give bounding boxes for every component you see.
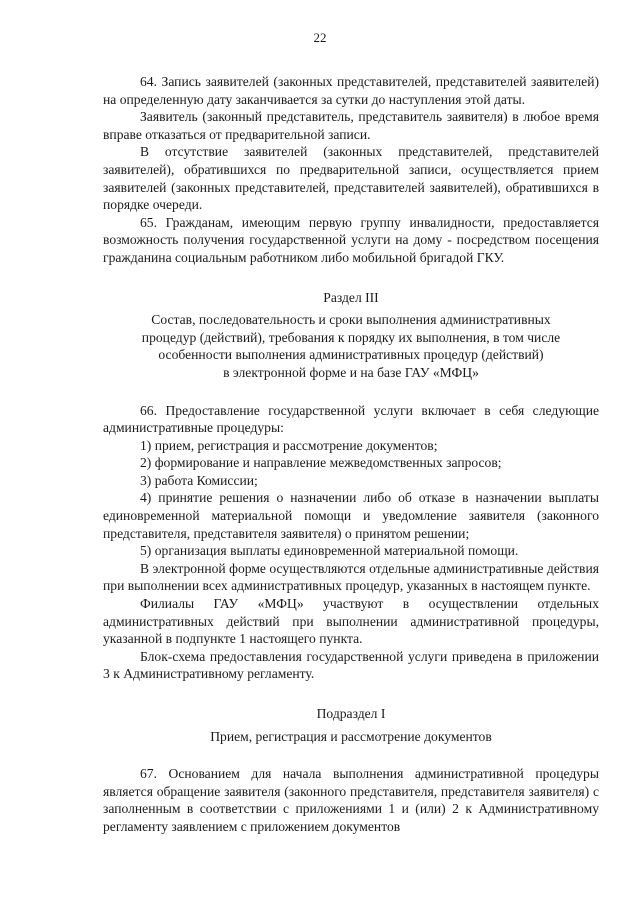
paragraph-electronic-form: В электронной форме осуществляются отдельные административные действия при выполнении всех административных процедур, указанных в настоящем пункте. <box>103 560 599 594</box>
section-title-line: процедур (действий), требования к порядку их выполнения, в том числе <box>141 329 561 345</box>
paragraph-64-refusal: Заявитель (законный представитель, представитель заявителя) в любое время вправе отказаться от предварительной записи. <box>103 109 599 142</box>
paragraph-flowchart: Блок-схема предоставления государственной услуги приведена в приложении 3 к Административному регламенту. <box>103 648 599 682</box>
subsection-label: Подраздел I <box>316 706 386 721</box>
procedure-item: 1) прием, регистрация и рассмотрение документов; <box>140 437 438 453</box>
paragraph-65: 65. Гражданам, имеющим первую группу инвалидности, предоставляется возможность получения государственной услуги на дому - посредством посещения гражданина социальным работником либо мобильной бригадой ГКУ. <box>103 214 599 265</box>
procedure-item: 5) организация выплаты единовременной материальной помощи. <box>140 543 519 559</box>
section-title-line: Состав, последовательность и сроки выполнения административных <box>151 312 551 328</box>
section-title-line: в электронной форме и на базе ГАУ «МФЦ» <box>223 364 479 380</box>
section-title-line: особенности выполнения административных процедур (действий) <box>158 347 544 363</box>
paragraph-66: 66. Предоставление государственной услуги включает в себя следующие административные процедуры: <box>103 402 599 436</box>
paragraph-mfc-branches: Филиалы ГАУ «МФЦ» участвуют в осуществлении отдельных административных действий при выполнении административной процедуры, указанной в подпункте 1 настоящего пункта. <box>103 596 599 647</box>
subsection-title: Прием, регистрация и рассмотрение документов <box>210 728 492 744</box>
page-number: 22 <box>313 30 327 45</box>
procedure-item: 4) принятие решения о назначении либо об отказе в назначении выплаты единовременной материальной помощи и уведомление заявителя (законного представителя, представителя заявителя) о принятом решении; <box>103 490 599 541</box>
paragraph-67: 67. Основанием для начала выполнения административной процедуры является обращение заявителя (законного представителя, представителя заявителя) с заполненным в соответствии с приложениями 1 и (или) 2 к Административному регламенту заявлением с приложением документов <box>103 766 599 834</box>
paragraph-64: 64. Запись заявителей (законных представителей, представителей заявителей) на определенную дату заканчивается за сутки до наступления этой даты. <box>103 74 599 107</box>
procedure-item: 3) работа Комиссии; <box>140 472 258 488</box>
section-label: Раздел III <box>323 289 379 305</box>
procedure-item: 2) формирование и направление межведомственных запросов; <box>140 455 502 471</box>
document-body <box>103 73 599 836</box>
paragraph-64-queue: В отсутствие заявителей (законных представителей, представителей заявителей), обратившихся по предварительной записи, осуществляется прием заявителей (законных представителей, представителей заявителей), обратившихся в порядке очереди. <box>103 144 599 213</box>
